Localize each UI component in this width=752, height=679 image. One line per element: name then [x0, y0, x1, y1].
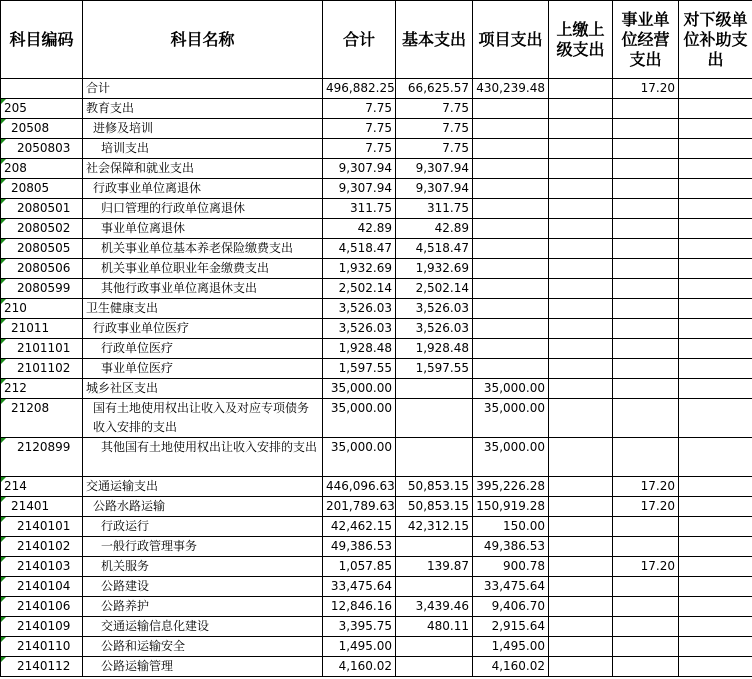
cell-code: 2080505 — [1, 239, 83, 259]
cell-biz — [613, 259, 679, 279]
cell-basic: 2,502.14 — [396, 279, 473, 299]
cell-biz — [613, 139, 679, 159]
cell-total: 1,928.48 — [323, 339, 396, 359]
cell-upper — [549, 438, 613, 477]
cell-basic: 3,526.03 — [396, 299, 473, 319]
table-row — [1, 597, 752, 617]
cell-upper — [549, 119, 613, 139]
table-row — [1, 657, 752, 677]
header-total: 合计 — [323, 1, 396, 79]
cell-upper — [549, 179, 613, 199]
cell-sub — [679, 299, 752, 319]
cell-basic: 9,307.94 — [396, 179, 473, 199]
cell-basic: 7.75 — [396, 139, 473, 159]
cell-total: 1,932.69 — [323, 259, 396, 279]
cell-biz: 17.20 — [613, 557, 679, 577]
cell-name: 行政单位医疗 — [83, 339, 323, 359]
cell-project: 430,239.48 — [473, 79, 549, 99]
cell-name: 公路运输管理 — [83, 657, 323, 677]
cell-upper — [549, 477, 613, 497]
cell-upper — [549, 159, 613, 179]
cell-name: 合计 — [83, 79, 323, 99]
cell-name: 社会保障和就业支出 — [83, 159, 323, 179]
cell-upper — [549, 537, 613, 557]
cell-sub — [679, 399, 752, 438]
cell-total: 9,307.94 — [323, 159, 396, 179]
cell-project: 900.78 — [473, 557, 549, 577]
cell-basic: 3,526.03 — [396, 319, 473, 339]
cell-project — [473, 159, 549, 179]
cell-total: 35,000.00 — [323, 438, 396, 477]
cell-basic — [396, 399, 473, 438]
cell-upper — [549, 557, 613, 577]
table-row — [1, 259, 752, 279]
cell-basic: 9,307.94 — [396, 159, 473, 179]
cell-basic: 1,928.48 — [396, 339, 473, 359]
cell-sub — [679, 379, 752, 399]
cell-sub — [679, 119, 752, 139]
cell-sub — [679, 139, 752, 159]
cell-basic: 480.11 — [396, 617, 473, 637]
table-row — [1, 517, 752, 537]
cell-sub — [679, 517, 752, 537]
table-row — [1, 239, 752, 259]
cell-biz: 17.20 — [613, 477, 679, 497]
cell-code: 2140104 — [1, 577, 83, 597]
cell-sub — [679, 617, 752, 637]
cell-biz — [613, 399, 679, 438]
cell-code: 208 — [1, 159, 83, 179]
cell-name: 培训支出 — [83, 139, 323, 159]
cell-code: 2140109 — [1, 617, 83, 637]
cell-code: 2140103 — [1, 557, 83, 577]
table-row — [1, 139, 752, 159]
cell-name: 行政事业单位离退休 — [83, 179, 323, 199]
cell-project — [473, 279, 549, 299]
cell-total: 33,475.64 — [323, 577, 396, 597]
cell-upper — [549, 259, 613, 279]
cell-basic: 42.89 — [396, 219, 473, 239]
cell-name: 公路和运输安全 — [83, 637, 323, 657]
cell-sub — [679, 597, 752, 617]
table-row — [1, 557, 752, 577]
cell-total: 496,882.25 — [323, 79, 396, 99]
cell-project: 33,475.64 — [473, 577, 549, 597]
cell-sub — [679, 99, 752, 119]
table-row — [1, 497, 752, 517]
cell-biz — [613, 339, 679, 359]
cell-basic: 3,439.46 — [396, 597, 473, 617]
cell-total: 49,386.53 — [323, 537, 396, 557]
cell-upper — [549, 139, 613, 159]
cell-biz — [613, 299, 679, 319]
cell-total: 446,096.63 — [323, 477, 396, 497]
cell-project: 4,160.02 — [473, 657, 549, 677]
table-body — [1, 79, 752, 677]
cell-name: 机关事业单位职业年金缴费支出 — [83, 259, 323, 279]
cell-biz — [613, 359, 679, 379]
cell-total: 4,518.47 — [323, 239, 396, 259]
cell-project — [473, 239, 549, 259]
cell-code: 212 — [1, 379, 83, 399]
cell-total: 42.89 — [323, 219, 396, 239]
cell-name: 归口管理的行政单位离退休 — [83, 199, 323, 219]
cell-total: 1,057.85 — [323, 557, 396, 577]
cell-basic: 50,853.15 — [396, 477, 473, 497]
cell-name: 公路建设 — [83, 577, 323, 597]
table-row — [1, 119, 752, 139]
cell-basic — [396, 577, 473, 597]
cell-biz — [613, 179, 679, 199]
table-header-row — [1, 1, 752, 79]
cell-biz — [613, 319, 679, 339]
cell-sub — [679, 339, 752, 359]
cell-total: 1,597.55 — [323, 359, 396, 379]
table-row — [1, 179, 752, 199]
cell-project — [473, 339, 549, 359]
cell-code: 2140106 — [1, 597, 83, 617]
cell-code: 20508 — [1, 119, 83, 139]
cell-code: 20805 — [1, 179, 83, 199]
cell-basic — [396, 637, 473, 657]
cell-sub — [679, 537, 752, 557]
cell-code: 2080502 — [1, 219, 83, 239]
cell-sub — [679, 359, 752, 379]
cell-project — [473, 99, 549, 119]
cell-sub — [679, 438, 752, 477]
cell-total: 7.75 — [323, 119, 396, 139]
cell-name: 其他行政事业单位离退休支出 — [83, 279, 323, 299]
cell-basic: 7.75 — [396, 99, 473, 119]
cell-sub — [679, 179, 752, 199]
header-name: 科目名称 — [83, 1, 323, 79]
cell-biz — [613, 199, 679, 219]
cell-sub — [679, 477, 752, 497]
cell-upper — [549, 339, 613, 359]
cell-name: 公路养护 — [83, 597, 323, 617]
cell-code: 2140112 — [1, 657, 83, 677]
cell-sub — [679, 239, 752, 259]
cell-project: 35,000.00 — [473, 399, 549, 438]
cell-biz — [613, 99, 679, 119]
cell-name: 事业单位离退休 — [83, 219, 323, 239]
cell-upper — [549, 319, 613, 339]
cell-project — [473, 139, 549, 159]
cell-biz — [613, 379, 679, 399]
cell-total: 2,502.14 — [323, 279, 396, 299]
cell-biz — [613, 279, 679, 299]
table-row — [1, 379, 752, 399]
cell-biz — [613, 577, 679, 597]
cell-total: 7.75 — [323, 99, 396, 119]
cell-sub — [679, 79, 752, 99]
cell-total: 12,846.16 — [323, 597, 396, 617]
header-basic: 基本支出 — [396, 1, 473, 79]
cell-code: 205 — [1, 99, 83, 119]
cell-basic — [396, 537, 473, 557]
header-code: 科目编码 — [1, 1, 83, 79]
cell-code: 21401 — [1, 497, 83, 517]
cell-biz — [613, 219, 679, 239]
cell-code: 2080501 — [1, 199, 83, 219]
cell-sub — [679, 199, 752, 219]
cell-name: 事业单位医疗 — [83, 359, 323, 379]
cell-sub — [679, 637, 752, 657]
cell-basic: 1,932.69 — [396, 259, 473, 279]
header-upper: 上缴上级支出 — [549, 1, 613, 79]
cell-name: 一般行政管理事务 — [83, 537, 323, 557]
cell-biz — [613, 617, 679, 637]
cell-upper — [549, 517, 613, 537]
cell-upper — [549, 577, 613, 597]
cell-biz — [613, 119, 679, 139]
cell-name: 卫生健康支出 — [83, 299, 323, 319]
cell-basic: 7.75 — [396, 119, 473, 139]
cell-code — [1, 79, 83, 99]
cell-code: 214 — [1, 477, 83, 497]
table-row — [1, 299, 752, 319]
cell-biz — [613, 159, 679, 179]
cell-basic — [396, 379, 473, 399]
cell-code: 210 — [1, 299, 83, 319]
cell-total: 9,307.94 — [323, 179, 396, 199]
cell-project: 49,386.53 — [473, 537, 549, 557]
cell-project — [473, 119, 549, 139]
cell-total: 3,395.75 — [323, 617, 396, 637]
cell-biz — [613, 517, 679, 537]
cell-upper — [549, 359, 613, 379]
cell-name: 教育支出 — [83, 99, 323, 119]
cell-project: 9,406.70 — [473, 597, 549, 617]
table-row — [1, 319, 752, 339]
cell-biz — [613, 597, 679, 617]
cell-name: 机关事业单位基本养老保险缴费支出 — [83, 239, 323, 259]
cell-sub — [679, 557, 752, 577]
table-row — [1, 577, 752, 597]
cell-upper — [549, 299, 613, 319]
table-row — [1, 159, 752, 179]
cell-code: 2140110 — [1, 637, 83, 657]
cell-basic — [396, 657, 473, 677]
cell-code: 21011 — [1, 319, 83, 339]
cell-sub — [679, 319, 752, 339]
table-row — [1, 537, 752, 557]
cell-code: 2120899 — [1, 438, 83, 477]
cell-code: 2140101 — [1, 517, 83, 537]
cell-name: 进修及培训 — [83, 119, 323, 139]
cell-basic — [396, 438, 473, 477]
cell-biz — [613, 637, 679, 657]
cell-name: 其他国有土地使用权出让收入安排的支出 — [83, 438, 323, 477]
cell-total: 1,495.00 — [323, 637, 396, 657]
cell-sub — [679, 577, 752, 597]
cell-upper — [549, 617, 613, 637]
table-row — [1, 99, 752, 119]
table-row — [1, 79, 752, 99]
cell-upper — [549, 379, 613, 399]
header-project: 项目支出 — [473, 1, 549, 79]
cell-basic: 1,597.55 — [396, 359, 473, 379]
cell-project — [473, 359, 549, 379]
table-row — [1, 219, 752, 239]
cell-code: 2080599 — [1, 279, 83, 299]
cell-basic: 139.87 — [396, 557, 473, 577]
cell-project: 2,915.64 — [473, 617, 549, 637]
cell-biz: 17.20 — [613, 497, 679, 517]
table-row — [1, 477, 752, 497]
cell-name: 国有土地使用权出让收入及对应专项债务收入安排的支出 — [83, 399, 323, 438]
cell-total: 311.75 — [323, 199, 396, 219]
cell-name: 行政运行 — [83, 517, 323, 537]
cell-code: 21208 — [1, 399, 83, 438]
cell-name: 行政事业单位医疗 — [83, 319, 323, 339]
cell-biz — [613, 537, 679, 557]
table-row — [1, 279, 752, 299]
cell-code: 2101101 — [1, 339, 83, 359]
cell-project: 395,226.28 — [473, 477, 549, 497]
cell-project: 150.00 — [473, 517, 549, 537]
cell-total: 7.75 — [323, 139, 396, 159]
cell-upper — [549, 79, 613, 99]
cell-biz: 17.20 — [613, 79, 679, 99]
cell-total: 42,462.15 — [323, 517, 396, 537]
cell-basic: 50,853.15 — [396, 497, 473, 517]
cell-basic: 66,625.57 — [396, 79, 473, 99]
cell-sub — [679, 219, 752, 239]
cell-total: 4,160.02 — [323, 657, 396, 677]
cell-total: 201,789.63 — [323, 497, 396, 517]
cell-total: 3,526.03 — [323, 299, 396, 319]
cell-sub — [679, 657, 752, 677]
cell-upper — [549, 497, 613, 517]
cell-upper — [549, 199, 613, 219]
cell-code: 2140102 — [1, 537, 83, 557]
cell-code: 2050803 — [1, 139, 83, 159]
cell-basic: 4,518.47 — [396, 239, 473, 259]
cell-upper — [549, 637, 613, 657]
cell-basic: 42,312.15 — [396, 517, 473, 537]
cell-upper — [549, 279, 613, 299]
cell-project — [473, 219, 549, 239]
table-row — [1, 339, 752, 359]
header-biz: 事业单位经营支出 — [613, 1, 679, 79]
cell-total: 3,526.03 — [323, 319, 396, 339]
table-row — [1, 359, 752, 379]
header-sub: 对下级单位补助支出 — [679, 1, 752, 79]
table-row — [1, 199, 752, 219]
cell-code: 2101102 — [1, 359, 83, 379]
cell-biz — [613, 239, 679, 259]
cell-total: 35,000.00 — [323, 379, 396, 399]
cell-upper — [549, 399, 613, 438]
cell-sub — [679, 497, 752, 517]
cell-upper — [549, 99, 613, 119]
table-row — [1, 637, 752, 657]
cell-name: 机关服务 — [83, 557, 323, 577]
cell-total: 35,000.00 — [323, 399, 396, 438]
cell-biz — [613, 438, 679, 477]
table-row — [1, 438, 752, 477]
cell-project — [473, 179, 549, 199]
cell-name: 交通运输支出 — [83, 477, 323, 497]
table-row — [1, 617, 752, 637]
cell-upper — [549, 239, 613, 259]
cell-sub — [679, 259, 752, 279]
cell-basic: 311.75 — [396, 199, 473, 219]
cell-biz — [613, 657, 679, 677]
cell-sub — [679, 159, 752, 179]
cell-project: 35,000.00 — [473, 438, 549, 477]
cell-project — [473, 319, 549, 339]
cell-project: 35,000.00 — [473, 379, 549, 399]
cell-name: 城乡社区支出 — [83, 379, 323, 399]
cell-project: 150,919.28 — [473, 497, 549, 517]
cell-name: 公路水路运输 — [83, 497, 323, 517]
cell-project: 1,495.00 — [473, 637, 549, 657]
cell-project — [473, 299, 549, 319]
cell-upper — [549, 219, 613, 239]
cell-sub — [679, 279, 752, 299]
cell-upper — [549, 597, 613, 617]
table-row — [1, 399, 752, 438]
cell-code: 2080506 — [1, 259, 83, 279]
cell-upper — [549, 657, 613, 677]
cell-project — [473, 259, 549, 279]
cell-project — [473, 199, 549, 219]
cell-name: 交通运输信息化建设 — [83, 617, 323, 637]
